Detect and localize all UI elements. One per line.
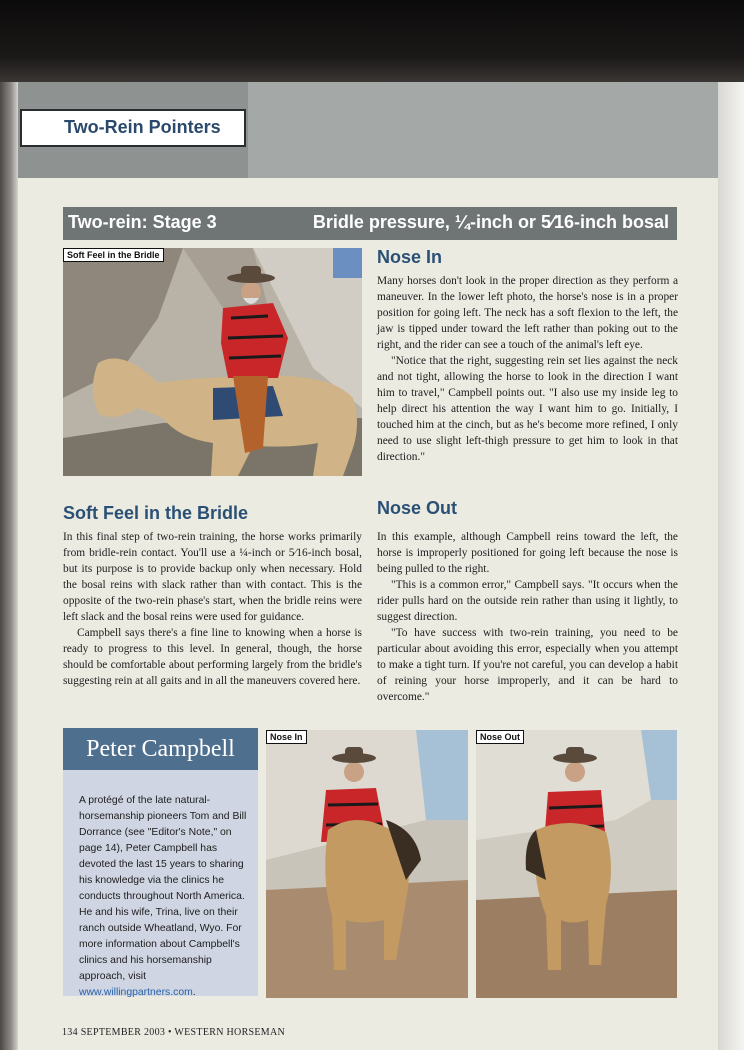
paragraph: "To have success with two-rein training, you need to be particular about avoiding this error, especially when you attempt to make a tight turn. If you're not careful, you can develop a habit of reining your horse improperly, and it can be hard to overcome." bbox=[377, 627, 678, 703]
photo-tag: Nose Out bbox=[476, 730, 524, 744]
bio-link[interactable]: www.willingpartners.com bbox=[79, 987, 193, 998]
scan-right-edge bbox=[718, 82, 744, 1050]
magazine-page bbox=[18, 82, 718, 1050]
stage-bar bbox=[63, 207, 677, 240]
bio-box bbox=[63, 728, 258, 996]
page-footer: 134 SEPTEMBER 2003 • WESTERN HORSEMAN bbox=[62, 1027, 286, 1038]
scan-top-shadow bbox=[0, 0, 744, 82]
paragraph: Many horses don't look in the proper direction as they perform a maneuver. In the lower left photo, the horse's nose is in a proper position for going left. The neck has a soft flexion to the left, the jaw is tipped under toward the left rather than poking out to the right, and the rider can see a touch of the animal's left eye. bbox=[377, 275, 678, 351]
photo-soft-feel bbox=[63, 248, 362, 476]
paragraph: "Notice that the right, suggesting rein set lies against the neck and not tight, allowing the horse to look in the direction I want him to travel," Campbell points out. "I also use my inside leg to help direct his attention the way I want him to go. Initially, I touched him at the cinch, but as he's become more refined, I only need to use slight left-thigh pressure to get him to look in that direction." bbox=[377, 355, 678, 463]
nose-out-image bbox=[476, 730, 677, 998]
soft-feel-heading: Soft Feel in the Bridle bbox=[63, 503, 249, 523]
nose-out-heading: Nose Out bbox=[377, 498, 458, 518]
paragraph: Campbell says there's a fine line to knowing when a horse is ready to progress to this level. In general, though, the horse should be comfortable about performing largely from the bridle's suggesting rein at all gaits and in all the maneuvers covered here. bbox=[63, 627, 362, 687]
section-title-box bbox=[20, 109, 246, 147]
bio-name: Peter Campbell bbox=[63, 728, 258, 770]
photo-tag: Nose In bbox=[266, 730, 307, 744]
stage-label: Two-rein: Stage 3 bbox=[68, 212, 217, 232]
paragraph: In this example, although Campbell reins toward the left, the horse is improperly positioned for going left because the nose is being pulled to the right. bbox=[377, 531, 678, 575]
scan-left-edge bbox=[0, 82, 18, 1050]
stage-equipment: Bridle pressure, ¼-inch or 5⁄16-inch bosal bbox=[312, 212, 669, 232]
photo-nose-in bbox=[266, 730, 468, 998]
photo-tag: Soft Feel in the Bridle bbox=[63, 248, 164, 262]
paragraph: In this final step of two-rein training, the horse works primarily from bridle-rein contact. You'll use a ¼-inch or 5⁄16-inch bosal, but its purpose is to provide backup only when necessary. Hold the bosal reins with slack rather than with contact. This is the opposite of the two-rein phase's start, when the bridle reins were left slack and the bosal reins were used for guidance. bbox=[63, 531, 362, 623]
nose-in-image bbox=[266, 730, 468, 998]
nose-out-text bbox=[377, 529, 678, 705]
nose-in-text bbox=[377, 273, 678, 465]
bio-text: A protégé of the late natural-horsemanship pioneers Tom and Bill Dorrance (see "Editor's Note," on page 14), Peter Campbell has devoted the last 15 years to sharing his knowledge via the clinics he conducts throughout North America. He and his wife, Trina, live on their ranch outside Wheatland, Wyo. For more information about Campbell's clinics and his horsemanship approach, visit www.willingpartners.com. bbox=[79, 795, 247, 998]
soft-feel-text bbox=[63, 529, 362, 689]
section-title: Two-Rein Pointers bbox=[64, 117, 221, 137]
paragraph: "This is a common error," Campbell says. "It occurs when the rider pulls hard on the outside rein rather than using it lightly, to suggest direction. bbox=[377, 579, 678, 623]
rider-on-horse-image bbox=[63, 248, 362, 476]
nose-in-heading: Nose In bbox=[377, 247, 443, 267]
photo-nose-out bbox=[476, 730, 677, 998]
